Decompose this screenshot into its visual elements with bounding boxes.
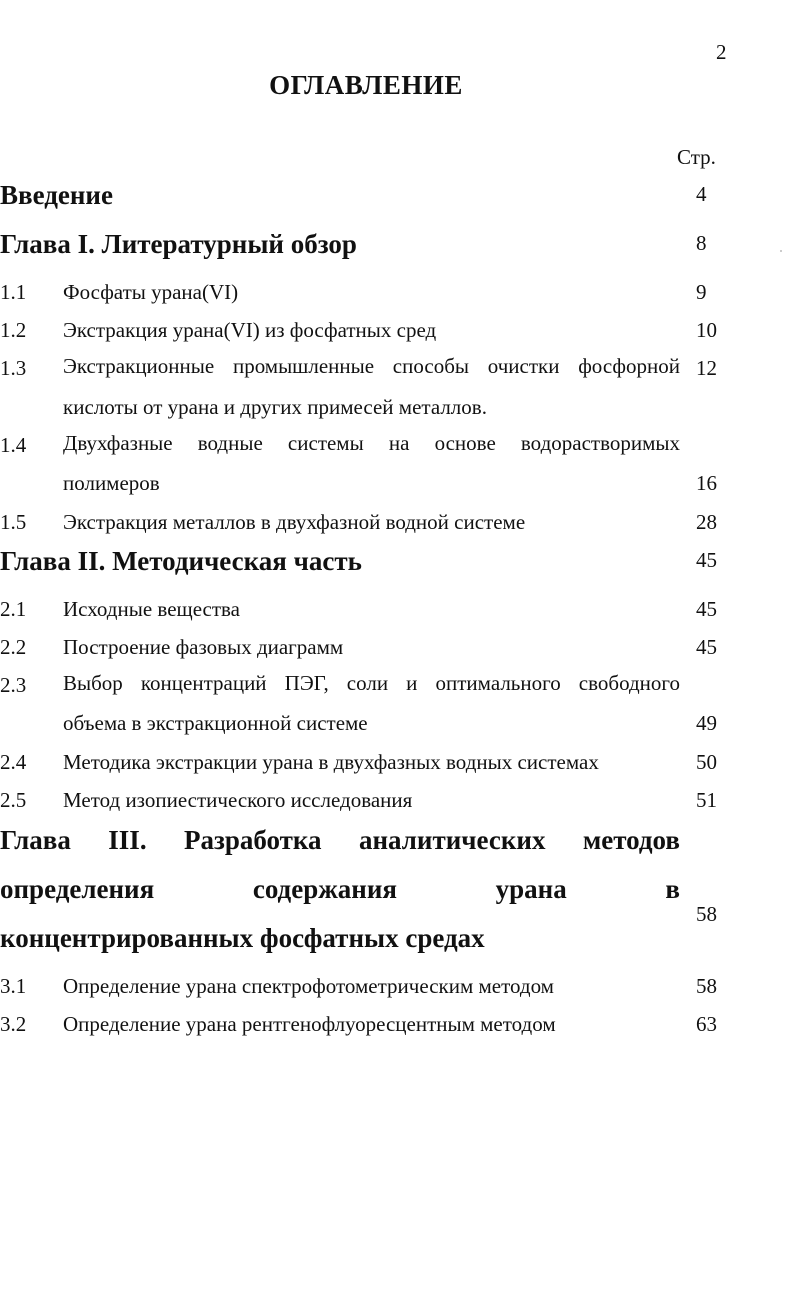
section-title-line-1: Выбор концентраций ПЭГ, соли и оптимального свободного — [63, 671, 680, 695]
section-page: 49 — [696, 711, 717, 735]
section-title: Фосфаты урана(VI) — [63, 280, 239, 304]
section-number: 3.2 — [0, 1012, 27, 1036]
heading-word: Глава — [0, 825, 71, 855]
section-title: Экстракция урана(VI) из фосфатных сред — [63, 318, 437, 342]
intro-heading: Введение — [0, 180, 113, 210]
heading-word: в — [665, 874, 680, 904]
section-number: 1.1 — [0, 280, 27, 304]
section-title: Построение фазовых диаграмм — [63, 635, 344, 659]
section-title: Определение урана рентгенофлуоресцентным методом — [63, 1012, 556, 1036]
section-page: 16 — [696, 471, 717, 495]
page-number: 2 — [716, 40, 727, 64]
heading-word: III. — [108, 825, 147, 855]
section-number: 1.4 — [0, 433, 27, 457]
chapter-1-page: 8 — [696, 231, 707, 255]
section-page: 51 — [696, 788, 717, 812]
section-title: Метод изопиестического исследования — [63, 788, 413, 812]
page-column-label: Стр. — [677, 145, 716, 169]
section-title-line-2: объема в экстракционной системе — [63, 711, 368, 735]
chapter-3-page: 58 — [696, 902, 717, 926]
section-number: 1.5 — [0, 510, 27, 534]
intro-page: 4 — [696, 182, 707, 206]
section-number: 2.1 — [0, 597, 27, 621]
chapter-2-heading: Глава II. Методическая часть — [0, 546, 362, 576]
heading-word: аналитических — [358, 825, 546, 855]
section-title-line-2: полимеров — [63, 471, 160, 495]
heading-word: урана — [495, 874, 567, 904]
section-page: 9 — [696, 280, 707, 304]
section-page: 12 — [696, 356, 717, 380]
chapter-3-heading-line-3: концентрированных фосфатных средах — [0, 923, 485, 953]
section-title: Определение урана спектрофотометрическим методом — [63, 974, 554, 998]
section-number: 2.3 — [0, 673, 27, 697]
section-title: Методика экстракции урана в двухфазных водных системах — [63, 750, 599, 774]
chapter-3-heading-line-2 — [0, 874, 680, 905]
section-page: 63 — [696, 1012, 717, 1036]
section-number: 3.1 — [0, 974, 27, 998]
section-page: 58 — [696, 974, 717, 998]
section-number: 2.4 — [0, 750, 27, 774]
page-title: ОГЛАВЛЕНИЕ — [269, 70, 463, 100]
heading-word: Разработка — [184, 825, 322, 855]
section-page: 45 — [696, 597, 717, 621]
chapter-2-page: 45 — [696, 548, 717, 572]
section-title-line-1: Экстракционные промышленные способы очистки фосфорной — [63, 354, 680, 378]
heading-word: содержания — [252, 874, 398, 904]
section-page: 28 — [696, 510, 717, 534]
section-page: 50 — [696, 750, 717, 774]
section-title: Экстракция металлов в двухфазной водной системе — [63, 510, 526, 534]
section-number: 1.3 — [0, 356, 27, 380]
section-title: Исходные вещества — [63, 597, 240, 621]
section-number: 1.2 — [0, 318, 27, 342]
heading-word: определения — [0, 874, 155, 904]
section-number: 2.5 — [0, 788, 27, 812]
section-title-line-1: Двухфазные водные системы на основе водорастворимых — [63, 431, 680, 455]
section-number: 2.2 — [0, 635, 27, 659]
section-page: 10 — [696, 318, 717, 342]
chapter-3-heading-line-1 — [0, 825, 680, 856]
scan-speck — [780, 250, 782, 252]
section-page: 45 — [696, 635, 717, 659]
chapter-1-heading: Глава I. Литературный обзор — [0, 229, 357, 259]
section-title-line-2: кислоты от урана и других примесей металлов. — [63, 395, 487, 419]
heading-word: методов — [582, 825, 680, 855]
